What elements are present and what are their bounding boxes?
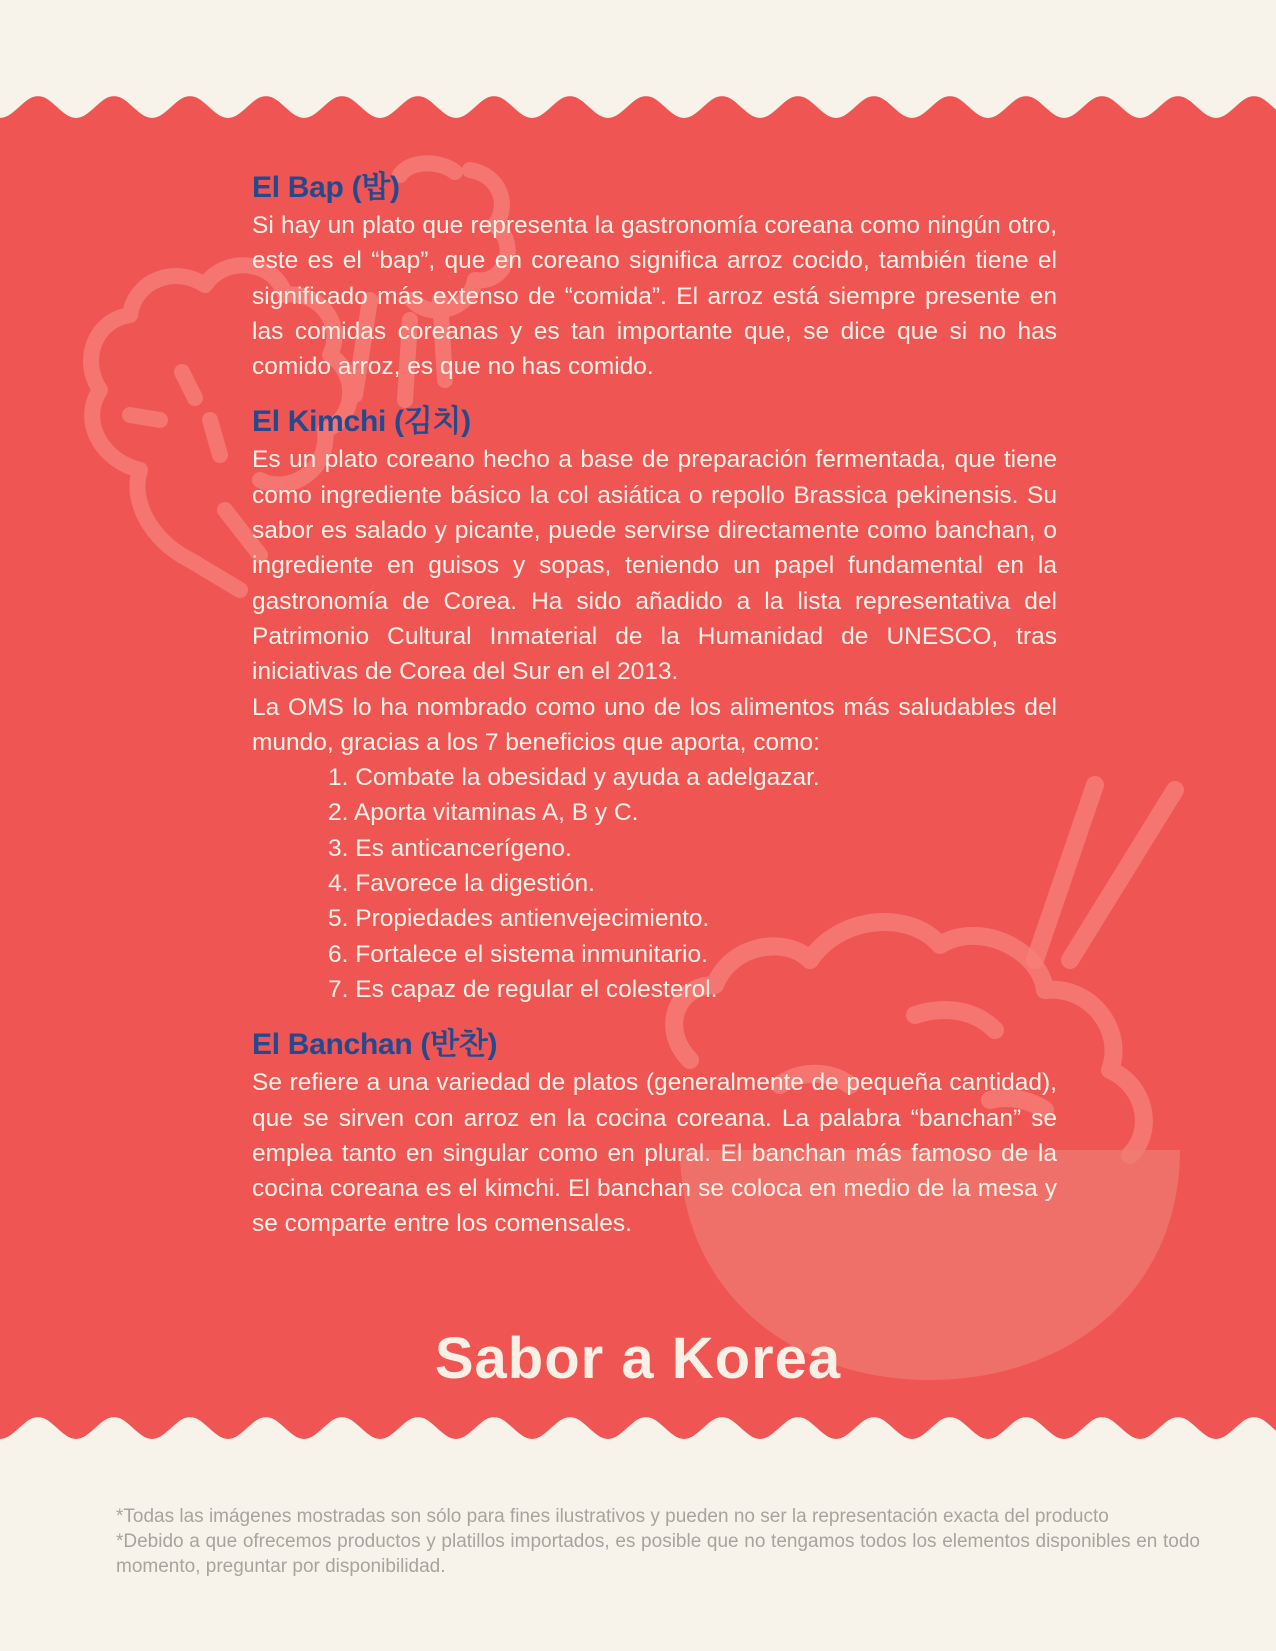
section-heading: El Bap (밥) <box>252 171 400 204</box>
section-heading: El Kimchi (김치) <box>252 405 471 439</box>
list-item: 7. Es capaz de regular el colesterol. <box>328 975 718 1003</box>
list-item: 4. Favorece la digestión. <box>328 870 595 898</box>
list-item: 2. Aporta vitaminas A, B y C. <box>328 799 639 827</box>
section-body: Se refiere a una variedad de platos (generalmente de pequeña cantidad), que se sirven con arroz en la cocina coreana. La palabra “banchan” se emplea tanto en singular como en plural. El banchan más famoso de la cocina coreana es el kimchi. El banchan se coloca en medio de la mesa y se comparte entre los comensales. <box>252 1069 1057 1238</box>
disclaimer <box>116 1504 1200 1579</box>
section-banchan <box>252 1025 1057 1241</box>
section-kimchi <box>252 402 1057 1007</box>
section-body: Si hay un plato que representa la gastronomía coreana como ningún otro, este es el “bap”, que en coreano significa arroz cocido, también tiene el significado más extenso de “comida”. El arroz está siempre presente en las comidas coreanas y es tan importante que, se dice que si no has comido arroz, es que no has comido. <box>252 212 1057 381</box>
list-item: 5. Propiedades antienvejecimiento. <box>328 905 710 933</box>
brand-title: Sabor a Korea <box>434 1326 842 1391</box>
section-heading: El Banchan (반찬) <box>252 1028 498 1062</box>
list-item: 3. Es anticancerígeno. <box>328 834 572 862</box>
list-item: 6. Fortalece el sistema inmunitario. <box>328 940 708 968</box>
benefits-list <box>252 760 1057 1007</box>
section-body-secondary: La OMS lo ha nombrado como uno de los alimentos más saludables del mundo, gracias a los 7 beneficios que aporta, como: <box>252 693 1057 756</box>
section-bap <box>252 168 1057 384</box>
disclaimer-line: *Debido a que ofrecemos productos y platillos importados, es posible que no tengamos todos los elementos disponibles en todo momento, preguntar por disponibilidad. <box>116 1531 1200 1577</box>
section-body: Es un plato coreano hecho a base de preparación fermentada, que tiene como ingrediente básico la col asiática o repollo Brassica pekinensis. Su sabor es salado y picante, puede servirse directamente como banchan, o ingrediente en guisos y sopas, teniendo un papel fundamental en la gastronomía de Corea. Ha sido añadido a la lista representativa del Patrimonio Cultural Inmaterial de la Humanidad de UNESCO, tras iniciativas de Corea del Sur en el 2013. <box>252 446 1057 686</box>
disclaimer-line: *Todas las imágenes mostradas son sólo para fines ilustrativos y pueden no ser la representación exacta del producto <box>116 1506 1109 1527</box>
main-content <box>252 168 1057 1242</box>
list-item: 1. Combate la obesidad y ayuda a adelgazar. <box>328 764 820 792</box>
